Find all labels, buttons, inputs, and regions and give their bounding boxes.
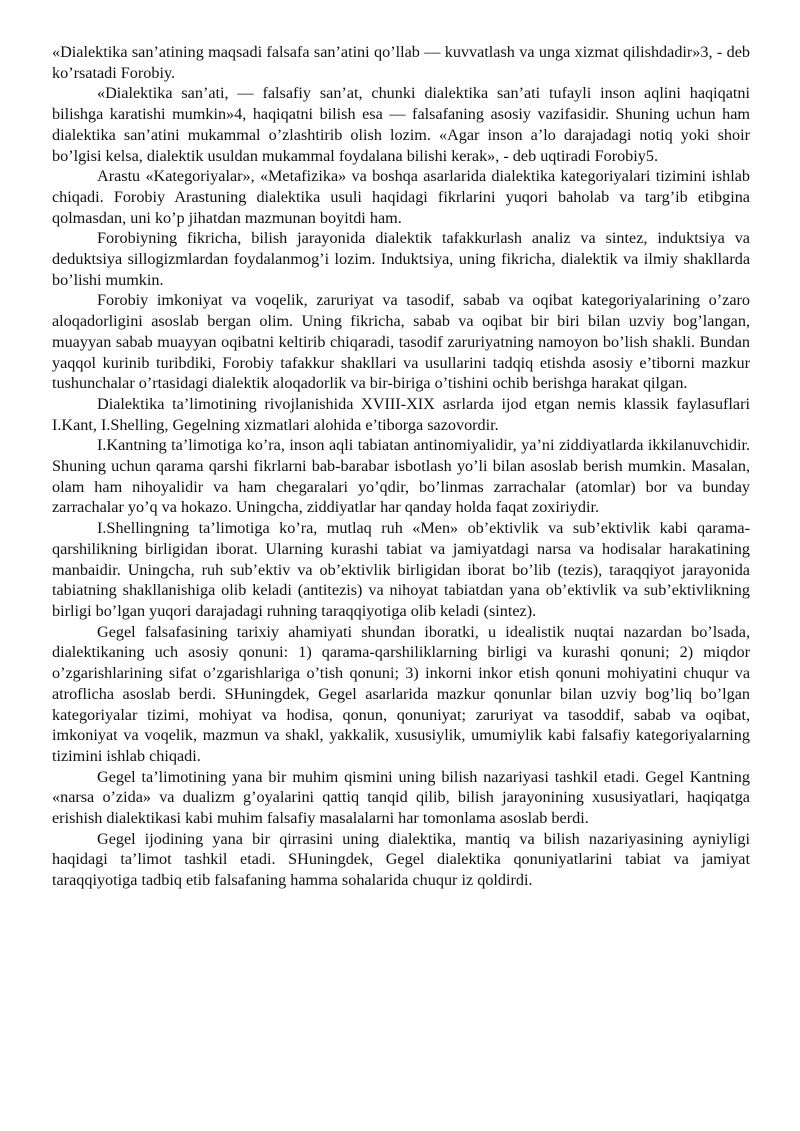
paragraph-8: I.Shellingning ta’limotiga ko’ra, mutlaq ruh «Men» ob’ektivlik va sub’ektivlik kabi qarama-qarshilikning birligidan iborat. Ularning kurashi tabiat va jamiyatdagi narsa va hodisalar harakatining manbaidir. Uningcha, ruh sub’ektiv va ob’ektivlik birligidan iborat bo’lib (tezis), taraqqiyot jarayonida tabiatning shakllanishiga olib keladi (antitezis) va nihoyat tabiatdan yana ob’ektivlik va sub’ektivlikning birligi bo’lgan yuqori darajadagi ruhning taraqqiyotiga olib keladi (sintez). — [52, 519, 750, 620]
document-page — [52, 42, 750, 891]
paragraph-9: Gegel falsafasining tarixiy ahamiyati shundan iboratki, u idealistik nuqtai nazardan bo’lsada, dialektikaning uch asosiy qonuni: 1) qarama-qarshiliklarning birligi va kurashi qonuni; 2) miqdor o’zgarishlarining sifat o’zgarishlariga o’tish qonuni; 3) inkorni inkor etish qonuni mohiyatini chuqur va atroflicha asoslab berdi. SHuningdek, Gegel asarlarida mazkur qonunlar bilan uzviy bog’liq bo’lgan kategoriyalar tizimi, mohiyat va hodisa, qonun, qonuniyat; zaruriyat va tasoddif, sabab va oqibat, imkoniyat va voqelik, mazmun va shakl, yakkalik, xususiylik, umumiylik kabi falsafiy kategoriyalarning tizimini ishlab chiqadi. — [52, 622, 750, 765]
paragraph-1: «Dialektika san’atining maqsadi falsafa san’atini qo’llab — kuvvatlash va unga xizmat qilishdadir»3, - deb ko’rsatadi Forobiy. — [52, 43, 750, 82]
paragraph-3: Arastu «Kategoriyalar», «Metafizika» va boshqa asarlarida dialektika kategoriyalari tizimini ishlab chiqadi. Forobiy Arastuning dialektika usuli haqidagi fikrlarini yuqori baholab va targ’ib etibgina qolmasdan, uni ko’p jihatdan mazmunan boyitdi ham. — [52, 167, 750, 227]
paragraph-5: Forobiy imkoniyat va voqelik, zaruriyat va tasodif, sabab va oqibat kategoriyalarining o’zaro aloqadorligini asoslab bergan olim. Uning fikricha, sabab va oqibat bir biri bilan uzviy bog’langan, muayyan sabab muayyan oqibatni keltirib chiqaradi, tasodif zaruriyatning namoyon bo’lish shakli. Bundan yaqqol kurinib turibdiki, Forobiy tafakkur shakllari va usullarini tadqiq etishda asosiy e’tiborni mazkur tushunchalar o’rtasidagi dialektik aloqadorlik va bir-biriga o’tishini ochib berishga harakat qilgan. — [52, 291, 750, 393]
paragraph-4: Forobiyning fikricha, bilish jarayonida dialektik tafakkurlash analiz va sintez, induktsiya va deduktsiya sillogizmlardan foydalanmog’i lozim. Induktsiya, uning fikricha, dialektik va ilmiy shakllarda bo’lishi mumkin. — [52, 229, 750, 289]
paragraph-2: «Dialektika san’ati, — falsafiy san’at, chunki dialektika san’ati tufayli inson aqlini haqiqatni bilishga karatishi mumkin»4, haqiqatni bilish esa — falsafaning asosiy vazifasidir. Shuning uchun ham dialektika san’atini mukammal o’zlashtirib olish lozim. «Agar inson a’lo darajadagi notiq yoki shoir bo’lgisi kelsa, dialektik usuldan mukammal foydalana bilishi kerak», - deb uqtiradi Forobiy5. — [52, 84, 750, 165]
paragraph-11: Gegel ijodining yana bir qirrasini uning dialektika, mantiq va bilish nazariyasining ayniyligi haqidagi ta’limot tashkil etadi. SHuningdek, Gegel dialektika qonuniyatlarini tabiat va jamiyat taraqqiyotiga tadbiq etib falsafaning hamma sohalarida chuqur iz qoldirdi. — [52, 829, 750, 890]
paragraph-6: Dialektika ta’limotining rivojlanishida XVIII-XIX asrlarda ijod etgan nemis klassik faylasuflari I.Kant, I.Shelling, Gegelning xizmatlari alohida e’tiborga sazovordir. — [52, 394, 750, 434]
paragraph-10: Gegel ta’limotining yana bir muhim qismini uning bilish nazariyasi tashkil etadi. Gegel Kantning «narsa o’zida» va dualizm g’oyalarini qattiq tanqid qilib, bilish jarayonining xususiyatlari, haqiqatga erishish dialektikasi kabi muhim falsafiy masalalarni har tomonlama asoslab berdi. — [52, 767, 750, 828]
paragraph-7: I.Kantning ta’limotiga ko’ra, inson aqli tabiatan antinomiyalidir, ya’ni ziddiyatlarda ikkilanuvchidir. Shuning uchun qarama qarshi fikrlarni bab-barabar isbotlash yo’li bilan asoslab berish mumkin. Masalan, olam ham nihoyalidir va ham chegaralari yo’qdir, bo’linmas zarrachalar (atomlar) bor va bunday zarrachalar yo’q va hokazo. Uningcha, ziddiyatlar har qanday holda faqat zoxiriydir. — [52, 436, 750, 517]
